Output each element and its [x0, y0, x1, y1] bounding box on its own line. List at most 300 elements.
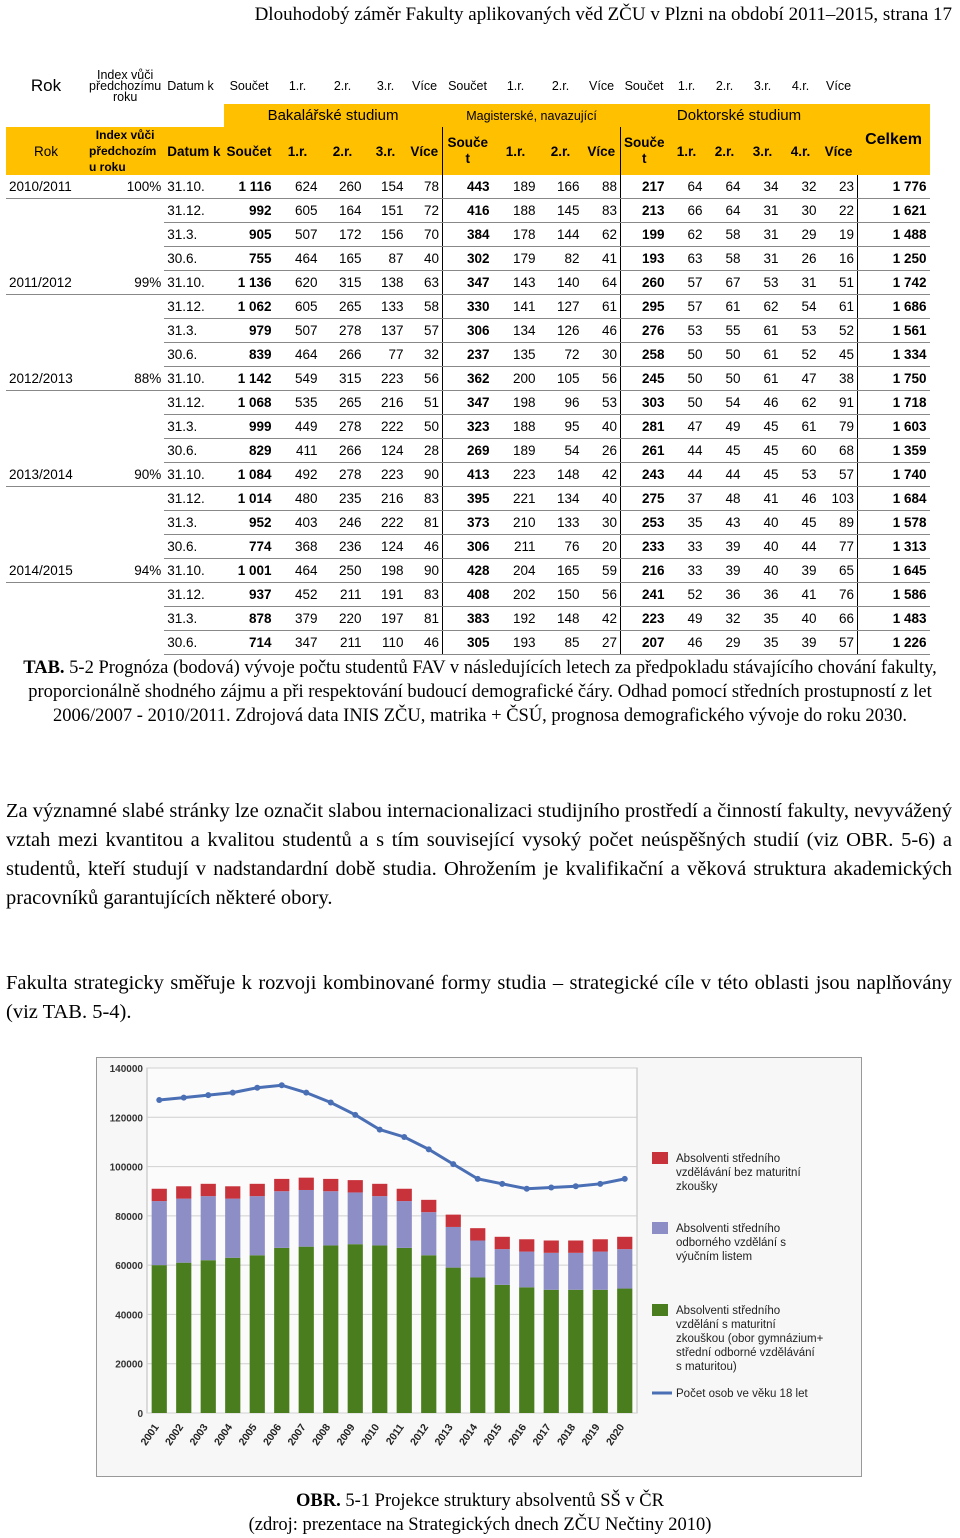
table-cell: 937 — [224, 583, 275, 607]
header-datum: Datum k — [164, 127, 223, 175]
table-cell: 428 — [443, 559, 493, 583]
table-row — [6, 247, 930, 271]
table-cell: 379 — [275, 607, 321, 631]
table-cell: 411 — [275, 439, 321, 463]
bar-segment — [495, 1237, 510, 1249]
table-cell: 89 — [820, 511, 858, 535]
table-cell: 57 — [820, 631, 858, 655]
header-line: Souče — [447, 135, 489, 150]
table-cell: 45 — [782, 511, 820, 535]
table-cell: 45 — [744, 439, 782, 463]
table-cell: 61 — [583, 295, 621, 319]
table-cell: 105 — [539, 367, 583, 391]
table-cell — [6, 343, 86, 367]
table-cell: 31.3. — [164, 607, 223, 631]
table-cell — [86, 199, 164, 223]
table-cell: 306 — [443, 535, 493, 559]
table-cell: 31.3. — [164, 319, 223, 343]
bar-segment — [201, 1196, 216, 1260]
line-point — [401, 1134, 407, 1140]
table-cell: 211 — [321, 583, 365, 607]
projection-chart — [96, 1057, 862, 1477]
table-cell: 235 — [321, 487, 365, 511]
table-cell: 82 — [539, 247, 583, 271]
y-tick-label: 100000 — [109, 1162, 143, 1174]
table-row — [6, 391, 930, 415]
table-cell: 620 — [275, 271, 321, 295]
table-cell: 138 — [365, 271, 407, 295]
line-point — [303, 1090, 309, 1096]
header-rok: Rok — [30, 76, 62, 95]
table-cell: 77 — [365, 343, 407, 367]
table-cell: 408 — [443, 583, 493, 607]
table-cell: 278 — [321, 463, 365, 487]
table-cell: 151 — [365, 199, 407, 223]
paragraph-weaknesses: Za významné slabé stránky lze označit slabou internacionalizaci studijního prostředí a činností fakulty, nevyvážený vztah mezi kvantitou a kvalitou studentů a s tím související vysoký počet neúspěšných studií (viz OBR. 5-6) a studentů, kteří studují v nadstandardní době studia. Ohrožením je kvalifikační a věková struktura akademických pracovníků garantujících některé obory. — [6, 800, 952, 909]
table-cell: 211 — [493, 535, 539, 559]
table-cell: 127 — [539, 295, 583, 319]
table-cell: 31.12. — [164, 583, 223, 607]
bar-segment — [176, 1199, 191, 1263]
line-point — [328, 1100, 334, 1106]
table-cell: 2014/2015 — [6, 559, 86, 583]
header-line: t — [465, 151, 471, 166]
table-cell: 253 — [621, 511, 668, 535]
table-row — [6, 343, 930, 367]
total-cell: 1 686 — [858, 295, 930, 319]
table-cell: 258 — [621, 343, 668, 367]
table-cell: 30.6. — [164, 439, 223, 463]
y-tick-label: 80000 — [115, 1211, 143, 1223]
table-cell: 33 — [668, 559, 706, 583]
header-index-line: předchozím — [89, 144, 157, 158]
table-cell: 31.3. — [164, 511, 223, 535]
table-cell: 416 — [443, 199, 493, 223]
table-cell: 99% — [86, 271, 164, 295]
table-cell: 64 — [583, 271, 621, 295]
x-tick-label: 2019 — [579, 1421, 603, 1448]
header-label: 4.r. — [791, 79, 810, 93]
table-cell: 281 — [621, 415, 668, 439]
table-cell: 48 — [706, 487, 744, 511]
table-cell: 53 — [744, 271, 782, 295]
table-cell: 23 — [820, 175, 858, 199]
table-cell: 67 — [706, 271, 744, 295]
line-point — [352, 1112, 358, 1118]
table-cell: 368 — [275, 535, 321, 559]
bar-segment — [201, 1260, 216, 1413]
table-cell: 165 — [539, 559, 583, 583]
table-cell: 266 — [321, 439, 365, 463]
table-cell — [6, 223, 86, 247]
table-cell: 236 — [321, 535, 365, 559]
table-cell: 85 — [539, 631, 583, 655]
table-cell: 31 — [744, 223, 782, 247]
table-cell: 53 — [668, 319, 706, 343]
table-cell: 40 — [744, 511, 782, 535]
table-cell: 32 — [407, 343, 443, 367]
table-cell: 90 — [407, 559, 443, 583]
table-cell: 45 — [744, 415, 782, 439]
table-cell: 306 — [443, 319, 493, 343]
table-cell: 31.10. — [164, 367, 223, 391]
table-cell: 54 — [782, 295, 820, 319]
table-cell: 204 — [493, 559, 539, 583]
table-cell: 480 — [275, 487, 321, 511]
table-cell: 774 — [224, 535, 275, 559]
table-cell: 605 — [275, 199, 321, 223]
paragraph-strategy: Fakulta strategicky směřuje k rozvoji kombinované formy studia – strategické cíle v této oblasti jsou naplňovány (viz TAB. 5-4). — [6, 972, 952, 1023]
table-cell: 61 — [744, 367, 782, 391]
table-cell: 315 — [321, 271, 365, 295]
table-cell: 35 — [744, 631, 782, 655]
table-cell: 905 — [224, 223, 275, 247]
table-cell: 35 — [744, 607, 782, 631]
table-cell: 165 — [321, 247, 365, 271]
table-cell: 62 — [668, 223, 706, 247]
table-cell: 140 — [539, 271, 583, 295]
table-cell: 39 — [706, 535, 744, 559]
table-cell: 70 — [407, 223, 443, 247]
table-cell: 61 — [820, 295, 858, 319]
table-cell: 44 — [668, 463, 706, 487]
bar-segment — [176, 1263, 191, 1413]
table-body — [6, 175, 930, 655]
table-cell: 198 — [493, 391, 539, 415]
table-row — [6, 223, 930, 247]
table-cell — [6, 631, 86, 655]
table-cell: 58 — [706, 223, 744, 247]
bar-segment — [470, 1228, 485, 1240]
bar-segment — [323, 1245, 338, 1413]
bar-segment — [470, 1277, 485, 1413]
table-row — [6, 295, 930, 319]
table-cell: 54 — [706, 391, 744, 415]
table-cell: 45 — [820, 343, 858, 367]
line-point — [622, 1176, 628, 1182]
table-cell: 87 — [365, 247, 407, 271]
bar-segment — [593, 1239, 608, 1251]
table-cell — [86, 223, 164, 247]
figure-caption-source: (zdroj: prezentace na Strategických dnech ZČU Nečtiny 2010) — [248, 1515, 712, 1535]
table-cell: 40 — [407, 247, 443, 271]
bar-segment — [176, 1186, 191, 1198]
table-cell: 275 — [621, 487, 668, 511]
bar-segment — [274, 1179, 289, 1191]
bar-segment — [617, 1237, 632, 1249]
table-cell: 91 — [820, 391, 858, 415]
table-cell — [86, 487, 164, 511]
line-point — [597, 1181, 603, 1187]
table-cell: 261 — [621, 439, 668, 463]
table-row — [6, 583, 930, 607]
table-cell: 44 — [706, 463, 744, 487]
table-cell: 62 — [782, 391, 820, 415]
table-cell: 29 — [706, 631, 744, 655]
table-cell: 41 — [583, 247, 621, 271]
x-tick-label: 2011 — [383, 1421, 407, 1448]
header-label: 2.r. — [715, 79, 734, 93]
header-label: 2.r. — [551, 79, 570, 93]
table-cell: 95 — [539, 415, 583, 439]
table-cell: 1 136 — [224, 271, 275, 295]
header-dr-col: 4.r. — [782, 127, 820, 175]
table-cell: 31.10. — [164, 559, 223, 583]
table-cell: 278 — [321, 319, 365, 343]
table-cell: 999 — [224, 415, 275, 439]
table-cell: 61 — [744, 343, 782, 367]
header-bc-col: Součet — [224, 127, 275, 175]
table-cell: 53 — [583, 391, 621, 415]
table-cell: 46 — [407, 631, 443, 655]
header-empty — [858, 68, 930, 104]
table-cell: 78 — [407, 175, 443, 199]
table-row — [6, 175, 930, 199]
line-point — [475, 1176, 481, 1182]
table-cell: 40 — [583, 487, 621, 511]
table-cell: 265 — [321, 391, 365, 415]
bar-segment — [225, 1258, 240, 1413]
table-cell: 49 — [668, 607, 706, 631]
table-cell: 27 — [583, 631, 621, 655]
header-mgr-soucet — [443, 127, 493, 175]
table-cell: 58 — [706, 247, 744, 271]
bar-segment — [495, 1285, 510, 1413]
x-tick-label: 2018 — [554, 1421, 579, 1448]
line-point — [279, 1082, 285, 1088]
table-cell: 72 — [407, 199, 443, 223]
table-cell: 31.12. — [164, 487, 223, 511]
legend-label-line: výučním listem — [676, 1251, 753, 1263]
table-cell: 197 — [365, 607, 407, 631]
figure-caption-text: 5-1 Projekce struktury absolventů SŠ v ČR — [345, 1491, 664, 1511]
header-empty — [86, 104, 164, 127]
total-cell: 1 603 — [858, 415, 930, 439]
table-cell: 222 — [365, 511, 407, 535]
x-tick-label: 2004 — [211, 1421, 236, 1448]
legend-label-line: Počet osob ve věku 18 let — [676, 1388, 808, 1400]
table-cell — [86, 511, 164, 535]
table-cell: 535 — [275, 391, 321, 415]
total-cell: 1 359 — [858, 439, 930, 463]
table-cell: 30.6. — [164, 631, 223, 655]
table-cell: 40 — [583, 415, 621, 439]
y-tick-label: 20000 — [115, 1359, 143, 1371]
total-cell: 1 488 — [858, 223, 930, 247]
table-cell: 100% — [86, 175, 164, 199]
table-cell: 57 — [668, 271, 706, 295]
table-cell: 216 — [621, 559, 668, 583]
table-cell: 395 — [443, 487, 493, 511]
bar-segment — [397, 1248, 412, 1413]
table-cell — [6, 295, 86, 319]
bar-segment — [519, 1239, 534, 1251]
table-cell: 51 — [407, 391, 443, 415]
table-cell: 22 — [820, 199, 858, 223]
header-empty — [6, 104, 86, 127]
bar-segment — [568, 1290, 583, 1413]
table-cell: 839 — [224, 343, 275, 367]
table-cell — [86, 583, 164, 607]
table-cell: 31 — [744, 199, 782, 223]
header-label: Součet — [229, 79, 269, 93]
table-cell: 2013/2014 — [6, 463, 86, 487]
table-row — [6, 199, 930, 223]
table-cell: 265 — [321, 295, 365, 319]
table-cell: 72 — [539, 343, 583, 367]
table-cell: 50 — [668, 367, 706, 391]
table-cell: 829 — [224, 439, 275, 463]
table-cell: 32 — [706, 607, 744, 631]
header-mgr-col: Více — [583, 127, 621, 175]
table-cell: 145 — [539, 199, 583, 223]
y-tick-label: 40000 — [115, 1310, 143, 1322]
table-cell: 295 — [621, 295, 668, 319]
table-cell: 992 — [224, 199, 275, 223]
bar-segment — [446, 1215, 461, 1227]
table-cell: 243 — [621, 463, 668, 487]
bar-segment — [421, 1212, 436, 1255]
table-cell: 26 — [583, 439, 621, 463]
bar-segment — [372, 1184, 387, 1196]
total-cell: 1 645 — [858, 559, 930, 583]
table-cell: 81 — [407, 607, 443, 631]
header-line: t — [642, 151, 647, 166]
x-tick-label: 2002 — [162, 1421, 187, 1448]
header-dr-col: 3.r. — [744, 127, 782, 175]
page-header: Dlouhodobý záměr Fakulty aplikovaných věd ZČU v Plzni na období 2011–2015, strana 17 — [254, 4, 952, 25]
table-cell: 193 — [621, 247, 668, 271]
table-cell: 207 — [621, 631, 668, 655]
line-point — [230, 1090, 236, 1096]
table-row — [6, 559, 930, 583]
total-cell: 1 742 — [858, 271, 930, 295]
header-dr-soucet — [621, 127, 668, 175]
x-tick-label: 2016 — [505, 1421, 530, 1448]
bar-segment — [225, 1199, 240, 1258]
table-cell: 189 — [493, 439, 539, 463]
table-cell: 384 — [443, 223, 493, 247]
table-cell: 237 — [443, 343, 493, 367]
header-index-line: u roku — [89, 160, 126, 174]
bar-segment — [446, 1227, 461, 1268]
total-cell: 1 561 — [858, 319, 930, 343]
bar-segment — [323, 1191, 338, 1245]
table-cell: 154 — [365, 175, 407, 199]
header-mgr-col: 2.r. — [539, 127, 583, 175]
line-point — [499, 1181, 505, 1187]
table-cell: 83 — [407, 487, 443, 511]
table-cell — [6, 535, 86, 559]
header-dr-col: 2.r. — [706, 127, 744, 175]
table-cell: 56 — [407, 367, 443, 391]
table-cell: 213 — [621, 199, 668, 223]
bar-segment — [593, 1252, 608, 1290]
table-cell: 52 — [820, 319, 858, 343]
table-cell: 624 — [275, 175, 321, 199]
total-cell: 1 483 — [858, 607, 930, 631]
line-point — [548, 1185, 554, 1191]
table-cell: 31.3. — [164, 223, 223, 247]
group-bachelor: Bakalářské studium — [224, 104, 443, 127]
table-cell: 50 — [668, 391, 706, 415]
table-cell: 41 — [782, 583, 820, 607]
table-cell: 979 — [224, 319, 275, 343]
table-cell: 1 084 — [224, 463, 275, 487]
table-row — [6, 439, 930, 463]
table-cell: 220 — [321, 607, 365, 631]
bar-segment — [299, 1247, 314, 1413]
bar-segment — [519, 1287, 534, 1413]
header-label: Více — [412, 79, 438, 93]
table-cell: 28 — [407, 439, 443, 463]
table-cell: 452 — [275, 583, 321, 607]
table-cell: 50 — [706, 343, 744, 367]
table-cell: 223 — [365, 367, 407, 391]
table-cell: 605 — [275, 295, 321, 319]
legend-swatch — [652, 1222, 668, 1234]
table-cell: 250 — [321, 559, 365, 583]
table-cell: 156 — [365, 223, 407, 247]
table-cell: 39 — [706, 559, 744, 583]
table-cell: 199 — [621, 223, 668, 247]
table-cell: 62 — [583, 223, 621, 247]
table-cell: 94% — [86, 559, 164, 583]
table-row — [6, 631, 930, 655]
table-cell: 20 — [583, 535, 621, 559]
table-cell: 403 — [275, 511, 321, 535]
table-cell: 278 — [321, 415, 365, 439]
y-tick-label: 0 — [137, 1409, 143, 1420]
bar-segment — [299, 1178, 314, 1190]
bar-segment — [568, 1253, 583, 1290]
table-cell: 211 — [321, 631, 365, 655]
bar-segment — [250, 1255, 265, 1413]
table-cell: 61 — [744, 319, 782, 343]
table-cell: 83 — [407, 583, 443, 607]
table-row — [6, 511, 930, 535]
table-cell: 191 — [365, 583, 407, 607]
table-cell — [86, 295, 164, 319]
total-cell: 1 313 — [858, 535, 930, 559]
bar-segment — [568, 1241, 583, 1253]
table-cell: 222 — [365, 415, 407, 439]
table-cell: 217 — [621, 175, 668, 199]
table-cell — [86, 607, 164, 631]
table-cell: 103 — [820, 487, 858, 511]
table-caption-text: 5-2 Prognóza (bodová) vývoje počtu studentů FAV v následujících letech za předpokladu stávajícího chování fakulty, proporcionálně shodného zájmu a při respektování budoucí demografické čáry. Odhad pomocí středních prostupností z let 2006/2007 - 2010/2011. Zdrojová data INIS ZČU, matrika + ČSÚ, prognosa demografického vývoje do roku 2030. — [28, 658, 937, 726]
table-cell: 47 — [782, 367, 820, 391]
table-cell — [6, 487, 86, 511]
table-caption — [8, 656, 952, 728]
table-cell: 126 — [539, 319, 583, 343]
table-cell: 30.6. — [164, 247, 223, 271]
table-cell: 124 — [365, 439, 407, 463]
table-cell: 96 — [539, 391, 583, 415]
table-cell: 172 — [321, 223, 365, 247]
bar-segment — [617, 1289, 632, 1413]
bar-segment — [348, 1244, 363, 1413]
table-cell: 76 — [539, 535, 583, 559]
table-cell: 37 — [668, 487, 706, 511]
line-point — [254, 1085, 260, 1091]
table-cell: 64 — [668, 175, 706, 199]
total-cell: 1 586 — [858, 583, 930, 607]
table-cell — [86, 439, 164, 463]
table-cell: 233 — [621, 535, 668, 559]
table-cell: 36 — [706, 583, 744, 607]
header-label: Součet — [624, 79, 664, 93]
